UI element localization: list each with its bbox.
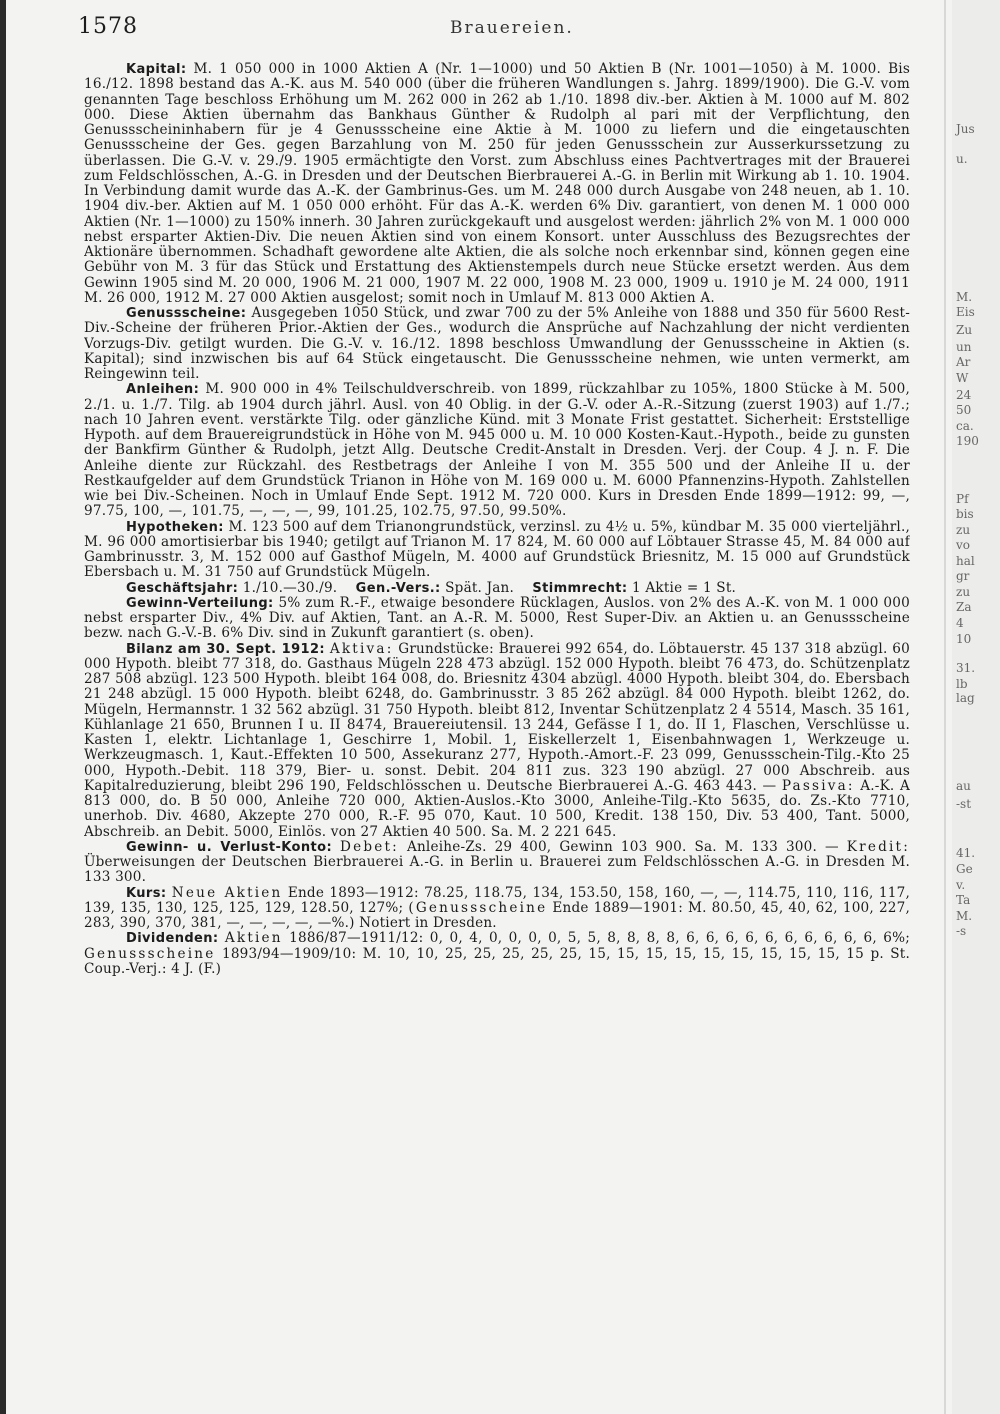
margin-fragment: 50 <box>956 403 972 417</box>
section-label: Bilanz am 30. Sept. 1912: <box>126 641 326 657</box>
section-label: Geschäftsjahr: <box>126 580 239 596</box>
section-text-neue-aktien: Ende 1893—1912: 78.25, 118.75, 134, 153.50, 158, 160, —, —, 114.75, 110, 116, 117, 139, 135, 130, 125, 125, 129, 128.50, 127%; <box>84 884 910 916</box>
margin-fragment: 190 <box>956 434 979 448</box>
section-sublabel-neue-aktien: Neue Aktien <box>171 884 283 901</box>
margin-fragment: v. <box>956 878 966 892</box>
section-label: Kapital: <box>126 62 187 77</box>
margin-fragment: M. <box>956 290 973 304</box>
scan-edge <box>0 0 6 1414</box>
margin-fragment: -s <box>956 924 967 938</box>
section-text-genussscheine: Ende 1889—1901: M. 80.50, 45, 40, 62, 100, 227, 283, 390, 370, 381, —, —, —, —, —%.) Notiert in Dresden. <box>84 899 910 931</box>
section-text: M. 123 500 auf dem Trianongrundstück, verzinsl. zu 4½ u. 5%, kündbar M. 35 000 vierteljährl., M. 96 000 amortisierbar bis 1940; getilgt auf Trianon M. 17 824, M. 60 000 auf Löbtauer Strasse 45, M. 84 000 auf Gambrinusstr. 3, M. 152 000 auf Gasthof Mügeln, M. 4000 auf Grundstück Briesnitz, M. 15 000 auf Grundstück Ebersbach u. M. 31 750 auf Grundstück Mügeln. <box>84 518 910 581</box>
page-gutter <box>944 0 946 1414</box>
section-label: Gewinn-Verteilung: <box>126 595 274 611</box>
section-text-genussscheine: 1893/94—1909/10: M. 10, 10, 25, 25, 25, 25, 25, 15, 15, 15, 15, 15, 15, 15, 15, 15, 15 p. St. Coup.-Verj.: 4 J. (F.) <box>84 945 910 977</box>
margin-fragment: un <box>956 340 972 354</box>
section-text: M. 1 050 000 in 1000 Aktien A (Nr. 1—1000) und 50 Aktien B (Nr. 1001—1050) à M. 1000. Bis 16./12. 1898 bestand das A.-K. aus M. 540 000 (über die früheren Wandlungen s. Jahrg. 1899/1900). Die G.-V. vom genannten Tage beschloss Erhöhung um M. 262 000 in 262 ab 1./10. 1898 div.-ber. Aktien à M. 1000 auf M. 802 000. Diese Aktien übernahm das Bankhaus Günther & Rudolph al pari mit der Verpflichtung, den Genussscheininhabern für je 4 Genussscheine eine Aktie à M. 1000 zu liefern und die eingetauschten Genussscheine der Ges. gegen Barzahlung von M. 250 für jeden Genussschein zur Ausserkurssetzung zu überlassen. Die G.-V. v. 29./9. 1905 ermächtigte den Vorst. zum Abschluss eines Pachtvertrages mit der Brauerei zum Feldschlösschen, A.-G. in Dresden und der Deutschen Bierbrauerei A.-G. in Berlin mit Wirkung ab 1. 10. 1904. In Verbindung damit wurde das A.-K. der Gambrinus-Ges. um M. 248 000 durch Ausgabe von 248 neuen, ab 1. 10. 1904 div.-ber. Aktien auf M. 1 050 000 erhöht. Für das A.-K. werden 6% Div. garantiert, von denen M. 1 000 000 Aktien (Nr. 1—1000) zu 150% innerh. 30 Jahren zurückgekauft und ausgelost werden: jährlich 2% von M. 1 000 000 nebst ersparter Aktien-Div. Die neuen Aktien sind von einem Konsort. unter Ausschluss des Bezugsrechtes der Aktionäre übernommen. Schadhaft gewordene alte Aktien, die als solche noch erkennbar sind, können gegen eine Gebühr von M. 3 für das Stück und Erstattung des Aktienstempels durch neue Stücke ersetzt werden. Aus dem Gewinn 1905 sind M. 20 000, 1906 M. 21 000, 1907 M. 22 000, 1908 M. 23 000, 1909 u. 1910 je M. 24 000, 1911 M. 26 000, 1912 M. 27 000 Aktien ausgelost; somit noch in Umlauf M. 813 000 Aktien A. <box>84 62 910 306</box>
section-anleihen <box>84 382 910 519</box>
margin-fragment: 41. <box>956 846 976 860</box>
section-label: Gewinn- u. Verlust-Konto: <box>126 839 333 855</box>
margin-fragment: au <box>956 779 971 793</box>
section-label: Genussscheine: <box>126 306 247 321</box>
section-kapital <box>84 62 910 306</box>
section-text-kredit: Überweisungen der Deutschen Bierbrauerei A.-G. in Berlin u. Brauerei zum Feldschlösschen A.-G. in Dresden M. 133 300. <box>84 854 910 886</box>
margin-fragment: Pf <box>956 492 969 506</box>
margin-fragment: M. <box>956 909 973 923</box>
margin-fragment: zu <box>956 523 971 537</box>
section-text-aktiva: Grundstücke: Brauerei 992 654, do. Löbtauerstr. 45 137 318 abzügl. 60 000 Hypoth. bleibt 77 318, do. Gasthaus Mügeln 228 473 abzügl. 152 000 Hypoth. bleibt 76 473, do. Schützenplatz 287 508 abzügl. 123 500 Hypoth. bleibt 164 008, do. Briesnitz 4304 abzügl. 4000 Hypoth. bleibt 304, do. Ebersbach 21 248 abzügl. 15 000 Hypoth. bleibt 6248, do. Gambrinusstr. 3 85 262 abzügl. 84 000 Hypoth. bleibt 1262, do. Mügeln, Hermannstr. 1 32 562 abzügl. 31 750 Hypoth. bleibt 812, Inventar Schützenplatz 2 4 5514, Masch. 35 161, Kühlanlage 21 650, Brunnen I u. II 8474, Brauereiutensil. 13 244, Gefässe I 1, do. II 1, Flaschen, Verschlüsse u. Kasten 1, elektr. Lichtanlage 1, Geschirre 1, Mobil. 1, Eiskellerzelt 1, Eisenbahnwagen 1, Werkzeuge u. Werkzeugmasch. 1, Kaut.-Effekten 10 500, Assekuranz 277, Hypoth.-Amort.-F. 23 099, Genussschein-Tilg.-Kto 25 000, Hypoth.-Debit. 118 379, Bier- u. sonst. Debit. 204 811 zus. 323 190 abzügl. 27 000 Abschreib. aus Kapitalreduzierung, bleibt 296 190, Feldschlösschen u. Deutsche Bierbrauerei A.-G. 463 443. <box>84 640 910 794</box>
section-text-stimmrecht: 1 Aktie = 1 St. <box>632 579 737 596</box>
section-text-debet: Anleihe-Zs. 29 400, Gewinn 103 900. Sa. M. 133 300. <box>406 838 818 855</box>
margin-fragment: Jus <box>956 122 975 136</box>
section-dividenden <box>84 931 910 977</box>
section-label-stimmrecht: Stimmrecht: <box>532 580 628 596</box>
page-header <box>78 14 938 44</box>
section-gewinn-verlust: Gewinn- u. Verlust-Konto: Debet: Anleihe-Zs. 29 400, Gewinn 103 900. Sa. M. 133 300. — Kredit: Überweisungen der Deutschen Bierbrauerei A.-G. in Berlin u. Brauerei zum Feldschlösschen A.-G. in Dresden M. 133 300. <box>84 838 910 886</box>
running-title: Brauereien. <box>450 18 574 38</box>
section-sublabel-aktiva: Aktiva: <box>329 640 394 657</box>
section-label-gen-vers: Gen.-Vers.: <box>355 580 441 596</box>
margin-fragment: -st <box>956 797 972 811</box>
section-sublabel-debet: Debet: <box>340 838 399 855</box>
margin-fragment: Eis <box>956 305 975 319</box>
section-sublabel-aktien: Aktien <box>224 930 283 947</box>
margin-fragment: lag <box>956 691 975 705</box>
section-sublabel-passiva: Passiva: <box>781 777 855 794</box>
section-text: 1./10.—30./9. <box>242 579 338 596</box>
margin-fragment: 4 <box>956 616 964 630</box>
section-bilanz: Bilanz am 30. Sept. 1912: Aktiva: Grundstücke: Brauerei 992 654, do. Löbtauerstr. 45 137 318 abzügl. 60 000 Hypoth. bleibt 77 318, do. Gasthaus Mügeln 228 473 abzügl. 152 000 Hypoth. bleibt 76 473, do. Schützenplatz 287 508 abzügl. 123 500 Hypoth. bleibt 164 008, do. Briesnitz 4304 abzügl. 4000 Hypoth. bleibt 304, do. Ebersbach 21 248 abzügl. 15 000 Hypoth. bleibt 6248, do. Gambrinusstr. 3 85 262 abzügl. 84 000 Hypoth. bleibt 1262, do. Mügeln, Hermannstr. 1 32 562 abzügl. 31 750 Hypoth. bleibt 812, Inventar Schützenplatz 2 4 5514, Masch. 35 161, Kühlanlage 21 650, Brunnen I u. II 8474, Brauereiutensil. 13 244, Gefässe I 1, do. II 1, Flaschen, Verschlüsse u. Kasten 1, elektr. Lichtanlage 1, Geschirre 1, Mobil. 1, Eiskellerzelt 1, Eisenbahnwagen 1, Werkzeuge u. Werkzeugmasch. 1, Kaut.-Effekten 10 500, Assekuranz 277, Hypoth.-Amort.-F. 23 099, Genussschein-Tilg.-Kto 25 000, Hypoth.-Debit. 118 379, Bier- u. sonst. Debit. 204 811 zus. 323 190 abzügl. 27 000 Abschreib. aus Kapitalreduzierung, bleibt 296 190, Feldschlösschen u. Deutsche Bierbrauerei A.-G. 463 443. — Passiva: A.-K. A 813 000, do. B 50 000, Anleihe 720 000, Aktien-Auslos.-Kto 3000, Anleihe-Tilg.-Kto 5635, do. Zs.-Kto 7710, unerhob. Div. 4680, Akzepte 270 000, R.-F. 95 070, Kaut. 10 500, Kredit. 138 150, Div. 53 400, Tant. 5000, Abschreib. an Debit. 5000, Einlös. von 27 Aktien 40 500. Sa. M. 2 221 645. <box>84 640 910 840</box>
adjacent-page-margin <box>952 0 1000 1414</box>
margin-fragment: hal <box>956 554 975 568</box>
margin-fragment: Ta <box>956 893 971 907</box>
margin-fragment: 31. <box>956 661 976 675</box>
section-text-gen-vers: Spät. Jan. <box>445 579 515 596</box>
section-sublabel-genussscheine: Genussscheine <box>84 945 216 962</box>
section-text: 5% zum R.-F., etwaige besondere Rücklagen, Auslos. von 2% des A.-K. von M. 1 000 000 nebst ersparter Div., 4% Div. auf Aktien, Tant. an A.-R. M. 5000, Rest Super-Div. an Aktien u. an Genussscheine bezw. nach G.-V.-B. 6% Div. sind in Zukunft garantiert (s. oben). <box>84 594 910 642</box>
margin-fragment: Zu <box>956 323 973 337</box>
section-label: Anleihen: <box>126 382 200 398</box>
margin-fragment: gr <box>956 569 970 583</box>
margin-fragment: 24 <box>956 388 972 402</box>
margin-fragment: zu <box>956 585 971 599</box>
page-number: 1578 <box>78 14 138 39</box>
main-text-column <box>84 62 910 1407</box>
margin-fragment: Za <box>956 600 972 614</box>
margin-fragment: W <box>956 371 969 385</box>
section-label: Hypotheken: <box>126 519 224 535</box>
section-text-aktien: 1886/87—1911/12: 0, 0, 4, 0, 0, 0, 0, 5, 5, 8, 8, 8, 8, 6, 6, 6, 6, 6, 6, 6, 6, 6, 6, 6%; <box>289 930 910 947</box>
section-label: Dividenden: <box>126 931 219 947</box>
section-geschaeftsjahr <box>84 581 910 596</box>
margin-fragment: ca. <box>956 419 974 433</box>
margin-fragment: u. <box>956 152 968 166</box>
section-sublabel-genussscheine: (Genussscheine <box>408 899 548 916</box>
margin-fragment: Ge <box>956 862 973 876</box>
section-label: Kurs: <box>126 885 167 901</box>
margin-fragment: lb <box>956 677 968 691</box>
margin-fragment: Ar <box>956 355 971 369</box>
margin-fragment: 10 <box>956 632 972 646</box>
section-sublabel-kredit: Kredit: <box>846 838 910 855</box>
section-kurs <box>84 886 910 932</box>
margin-fragment: vo <box>956 538 971 552</box>
section-text: Ausgegeben 1050 Stück, und zwar 700 zu der 5% Anleihe von 1888 und 350 für 5600 Rest-Div.-Scheine der früheren Prior.-Aktien der Ges., wodurch die Ansprüche auf Nachzahlung der nicht verdienten Vorzugs-Div. getilgt wurden. Die G.-V. v. 16./12. 1898 beschloss Umwandlung der Genussscheine in Aktien (s. Kapital); sind inzwischen bis auf 64 Stück eingetauscht. Die Genussscheine nehmen, wie unten vermerkt, am Reingewinn teil. <box>84 305 910 382</box>
section-hypotheken <box>84 520 910 581</box>
section-text: M. 900 000 in 4% Teilschuldverschreib. von 1899, rückzahlbar zu 105%, 1800 Stücke à M. 500, 2./1. u. 1./7. Tilg. ab 1904 durch jährl. Ausl. von 40 Oblig. in der G.-V. oder A.-R.-Sitzung (zuerst 1903) auf 1./7.; nach 10 Jahren event. verstärkte Tilg. oder gänzliche Künd. mit 3 Monate Frist gestattet. Sicherheit: Erststellige Hypoth. auf dem Brauereigrundstück in Höhe von M. 945 000 u. M. 10 000 Kosten-Kaut.-Hypoth., beide zu gunsten der Bankfirm Günther & Rudolph, jetzt Allg. Deutsche Credit-Anstalt in Dresden. Verj. der Coup. 4 J. n. F. Die Anleihe diente zur Rückzahl. des Restbetrags der Anleihe I von M. 355 500 und der Anleihe II u. der Restkaufgelder auf dem Grundstück Trianon in Höhe von M. 169 000 u. M. 6000 Pfannenzins-Hypoth. Zahlstellen wie bei Div.-Scheinen. Noch in Umlauf Ende Sept. 1912 M. 720 000. Kurs in Dresden Ende 1899—1912: 99, —, 97.75, 100, —, 101.75, —, —, —, 99, 101.25, 102.75, 97.50, 99.50%. <box>84 381 910 520</box>
section-gewinn-verteilung <box>84 596 910 642</box>
margin-fragment: bis <box>956 507 974 521</box>
section-genussscheine <box>84 306 910 382</box>
section-text-passiva: A.-K. A 813 000, do. B 50 000, Anleihe 720 000, Aktien-Auslos.-Kto 3000, Anleihe-Tilg.-Kto 5635, do. Zs.-Kto 7710, unerhob. Div. 4680, Akzepte 270 000, R.-F. 95 070, Kaut. 10 500, Kredit. 138 150, Div. 53 400, Tant. 5000, Abschreib. an Debit. 5000, Einlös. von 27 Aktien 40 500. Sa. M. 2 221 645. <box>84 777 910 840</box>
